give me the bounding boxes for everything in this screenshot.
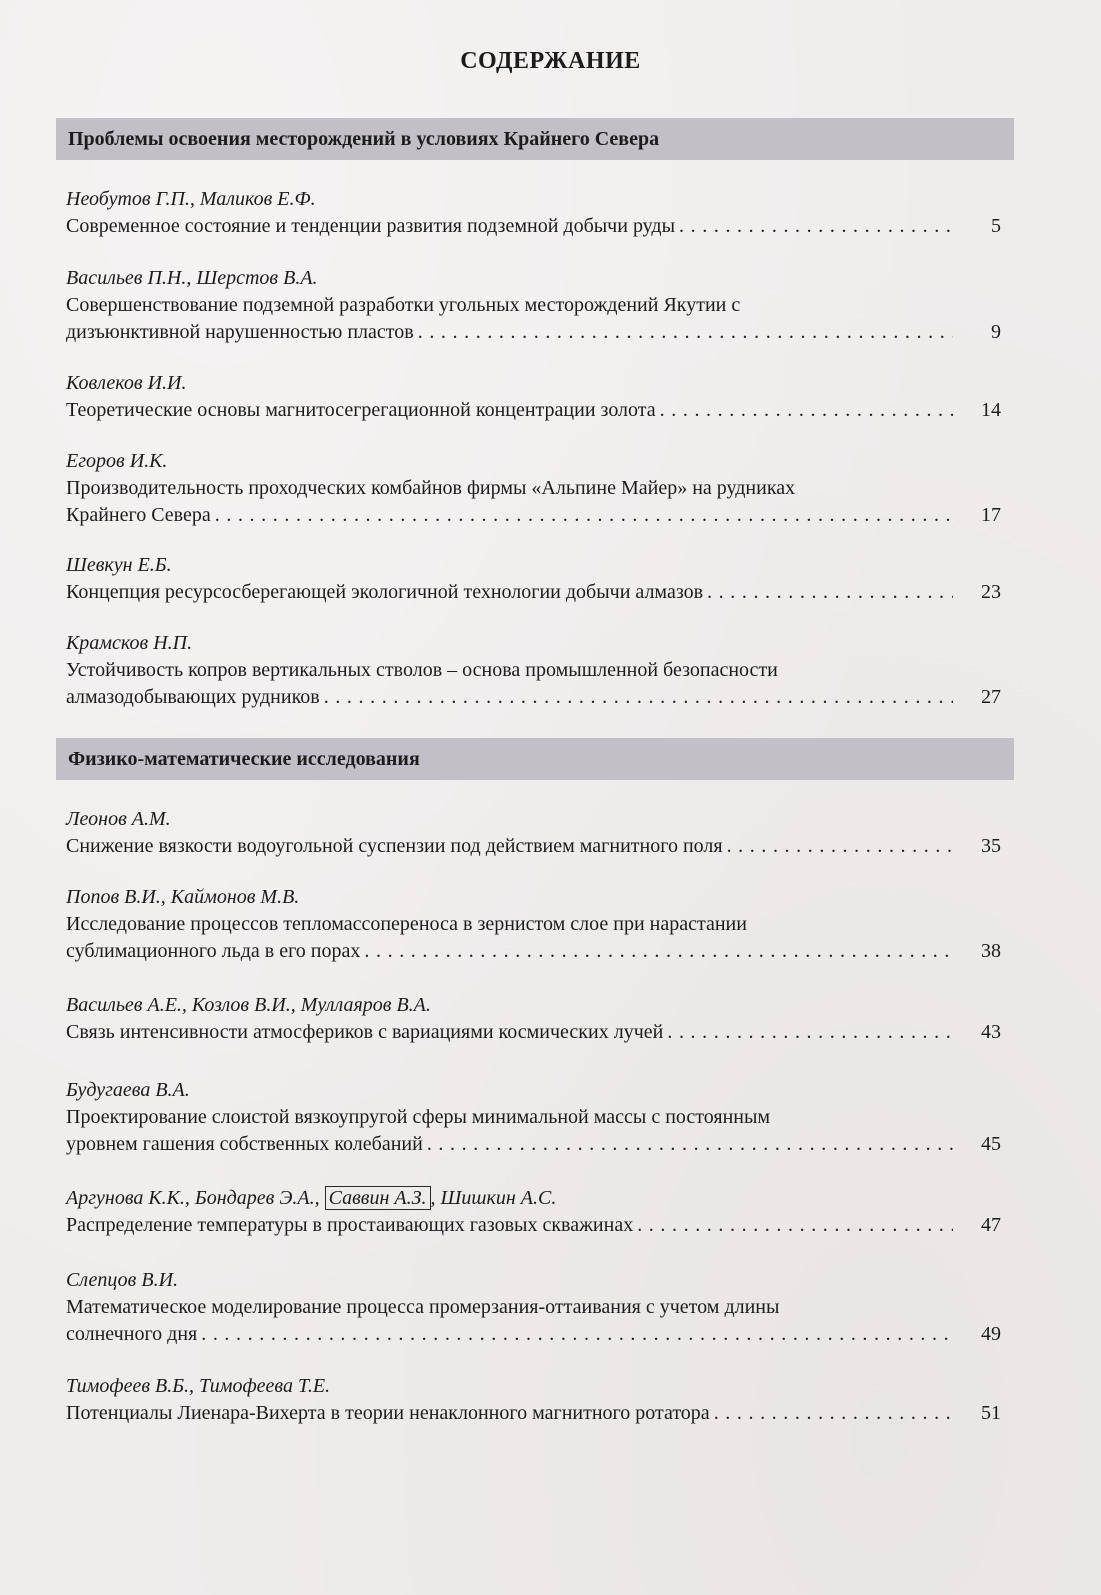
- entry-title-line: [66, 1019, 1001, 1046]
- dot-leader: [197, 1321, 953, 1348]
- toc-entry: [66, 884, 1001, 965]
- entry-page-number: 5: [991, 215, 1001, 237]
- entry-page-number: 43: [981, 1021, 1001, 1043]
- entry-title: Проектирование слоистой вязкоупругой сферы минимальной массы с постоянным: [66, 1106, 771, 1128]
- entry-title: Концепция ресурсосберегающей экологичной технологии добычи алмазов: [66, 581, 704, 603]
- entry-title-line: [66, 1400, 1001, 1427]
- entry-authors: Крамсков Н.П.: [66, 632, 193, 654]
- boxed-author: Саввин А.З.: [325, 1186, 431, 1210]
- toc-entry: [66, 806, 1001, 860]
- section-header-mining: Проблемы освоения месторождений в условиях Крайнего Севера: [56, 118, 1014, 160]
- entry-title-line: [66, 1212, 1001, 1239]
- toc-entry: [66, 186, 1001, 240]
- entry-title-line: [66, 213, 1001, 240]
- entry-title-line: [66, 579, 1001, 606]
- entry-page-number: 38: [981, 940, 1001, 962]
- entry-title-line: [66, 319, 1001, 346]
- entry-authors: Будугаева В.А.: [66, 1079, 190, 1101]
- entry-title-line: [66, 397, 1001, 424]
- entry-title: Исследование процессов тепломассопереноса в зернистом слое при нарастании: [66, 913, 747, 935]
- entry-authors-part: , Шишкин А.С.: [430, 1187, 557, 1209]
- entry-title-continued: солнечного дня: [66, 1323, 198, 1345]
- entry-title-line: [66, 833, 1001, 860]
- entry-authors: Егоров И.К.: [66, 450, 168, 472]
- entry-page-number: 17: [981, 504, 1001, 526]
- entry-title-continued: уровнем гашения собственных колебаний: [66, 1133, 423, 1155]
- entry-page-number: 45: [981, 1133, 1001, 1155]
- entry-authors-part: Аргунова К.К., Бондарев Э.А.,: [66, 1187, 325, 1209]
- toc-entry: [66, 1077, 1001, 1158]
- dot-leader: [423, 1131, 953, 1158]
- dot-leader: [703, 579, 953, 606]
- entry-authors: Необутов Г.П., Маликов Е.Ф.: [66, 188, 316, 210]
- entry-title: Теоретические основы магнитосегрегационной концентрации золота: [66, 399, 656, 421]
- entry-title-line: [66, 502, 1001, 529]
- entry-page-number: 49: [981, 1323, 1001, 1345]
- entry-title: Устойчивость копров вертикальных стволов – основа промышленной безопасности: [66, 659, 778, 681]
- dot-leader: [360, 938, 953, 965]
- dot-leader: [663, 1019, 953, 1046]
- entry-title: Потенциалы Лиенара-Вихерта в теории ненаклонного магнитного ротатора: [66, 1402, 710, 1424]
- entry-page-number: 23: [981, 581, 1001, 603]
- entry-authors: Леонов А.М.: [66, 808, 171, 830]
- entry-page-number: 35: [981, 835, 1001, 857]
- entry-authors: Шевкун Е.Б.: [66, 554, 172, 576]
- entry-title-continued: алмазодобывающих рудников: [66, 686, 320, 708]
- entry-page-number: 47: [981, 1214, 1001, 1236]
- entry-authors: [66, 1185, 1001, 1212]
- entry-authors: Слепцов В.И.: [66, 1269, 179, 1291]
- entry-page-number: 51: [981, 1402, 1001, 1424]
- entry-title-continued: сублимационного льда в его порах: [66, 940, 361, 962]
- entry-title-line: [66, 292, 1001, 319]
- toc-entry: [66, 448, 1001, 529]
- entry-title-line: [66, 911, 1001, 938]
- entry-authors: Ковлеков И.И.: [66, 372, 187, 394]
- entry-title: Математическое моделирование процесса промерзания-оттаивания с учетом длины: [66, 1296, 780, 1318]
- entry-title: Производительность проходческих комбайнов фирмы «Альпине Майер» на рудниках: [66, 477, 796, 499]
- entry-authors: Тимофеев В.Б., Тимофеева Т.Е.: [66, 1375, 331, 1397]
- entry-title-line: [66, 1104, 1001, 1131]
- dot-leader: [211, 502, 953, 529]
- toc-entry: [66, 1185, 1001, 1239]
- entry-title: Распределение температуры в простаивающих газовых скважинах: [66, 1214, 634, 1236]
- entry-title-line: [66, 1294, 1001, 1321]
- toc-entry: [66, 992, 1001, 1046]
- dot-leader: [710, 1400, 953, 1427]
- entry-title-continued: дизъюнктивной нарушенностью пластов: [66, 321, 414, 343]
- dot-leader: [723, 833, 953, 860]
- entry-authors: Васильев А.Е., Козлов В.И., Муллаяров В.А.: [66, 994, 431, 1016]
- toc-entry: [66, 552, 1001, 606]
- dot-leader: [675, 213, 953, 240]
- toc-entry: [66, 265, 1001, 346]
- dot-leader: [656, 397, 953, 424]
- entry-title: Связь интенсивности атмосфериков с вариациями космических лучей: [66, 1021, 664, 1043]
- page-title: СОДЕРЖАНИЕ: [460, 48, 641, 74]
- dot-leader: [414, 319, 953, 346]
- toc-entry: [66, 370, 1001, 424]
- entry-page-number: 9: [991, 321, 1001, 343]
- toc-entry: [66, 630, 1001, 711]
- entry-page-number: 14: [981, 399, 1001, 421]
- dot-leader: [633, 1212, 953, 1239]
- entry-title: Современное состояние и тенденции развития подземной добычи руды: [66, 215, 676, 237]
- entry-title-line: [66, 684, 1001, 711]
- entry-title: Совершенствование подземной разработки угольных месторождений Якутии с: [66, 294, 741, 316]
- section-header-physics-math: Физико-математические исследования: [56, 738, 1014, 780]
- entry-title-continued: Крайнего Севера: [66, 504, 211, 526]
- entry-authors: Васильев П.Н., Шерстов В.А.: [66, 267, 318, 289]
- entry-title-line: [66, 475, 1001, 502]
- entry-title-line: [66, 1131, 1001, 1158]
- toc-entry: [66, 1267, 1001, 1348]
- entry-title-line: [66, 938, 1001, 965]
- toc-entry: [66, 1373, 1001, 1427]
- entry-title-line: [66, 1321, 1001, 1348]
- entry-page-number: 27: [981, 686, 1001, 708]
- dot-leader: [320, 684, 953, 711]
- entry-authors: Попов В.И., Каймонов М.В.: [66, 886, 300, 908]
- entry-title: Снижение вязкости водоугольной суспензии под действием магнитного поля: [66, 835, 723, 857]
- entry-title-line: [66, 657, 1001, 684]
